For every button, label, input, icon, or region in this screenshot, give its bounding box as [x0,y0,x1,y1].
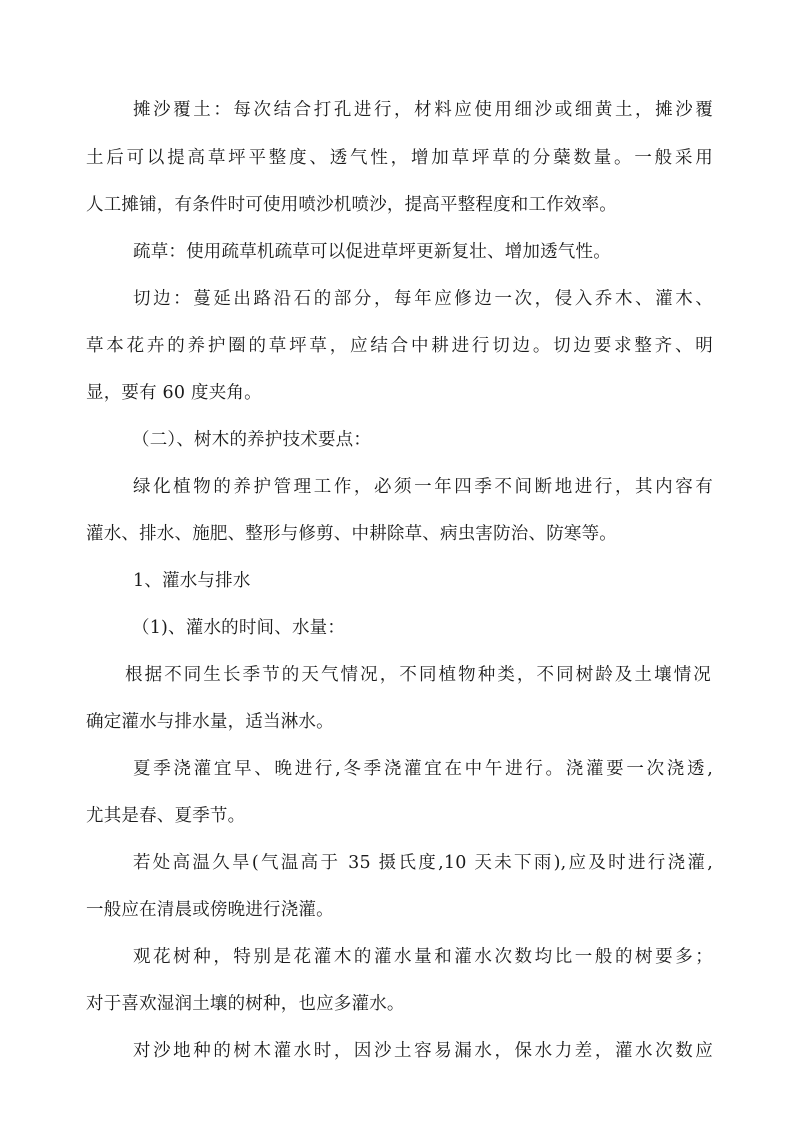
paragraph-line: 对沙地种的树木灌水时，因沙土容易漏水，保水力差，灌水次数应 [133,1041,713,1061]
paragraph-line: 确定灌水与排水量，适当淋水。 [86,712,334,732]
paragraph-line: 夏季浇灌宜早、晚进行,冬季浇灌宜在中午进行。浇灌要一次浇透, [133,759,713,779]
paragraph-line: 切边：蔓延出路沿石的部分，每年应修边一次，侵入乔木、灌木、 [133,289,713,309]
paragraph-line: 摊沙覆土：每次结合打孔进行，材料应使用细沙或细黄土，摊沙覆 [133,100,713,120]
paragraph-line: 灌水、排水、施肥、整形与修剪、中耕除草、病虫害防治、防寒等。 [86,524,617,544]
paragraph-line: 根据不同生长季节的天气情况，不同植物种类，不同树龄及土壤情况 [125,665,711,685]
paragraph-line: 绿化植物的养护管理工作，必须一年四季不间断地进行，其内容有 [133,477,713,497]
paragraph-line: 显，要有 60 度夹角。 [86,383,262,403]
paragraph-line: 人工摊铺，有条件时可使用喷沙机喷沙，提高平整程度和工作效率。 [86,195,617,215]
paragraph-line: 尤其是春、夏季节。 [86,806,246,826]
paragraph-line: 若处高温久旱(气温高于 35 摄氏度,10 天未下雨),应及时进行浇灌, [133,853,713,873]
paragraph-line: 观花树种，特别是花灌木的灌水量和灌水次数均比一般的树要多； [133,947,713,967]
subsection-heading: 1、灌水与排水 [133,571,251,591]
paragraph-line: 土后可以提高草坪平整度、透气性，增加草坪草的分蘖数量。一般采用 [86,148,713,168]
subsection-heading: （1)、灌水的时间、水量： [132,618,346,638]
section-heading: （二）、树木的养护技术要点： [132,430,372,450]
paragraph-line: 一般应在清晨或傍晚进行浇灌。 [86,900,334,920]
paragraph-line: 草本花卉的养护圈的草坪草，应结合中耕进行切边。切边要求整齐、明 [86,336,713,356]
paragraph-line: 疏草：使用疏草机疏草可以促进草坪更新复壮、增加透气性。 [133,242,611,262]
paragraph-line: 对于喜欢湿润土壤的树种，也应多灌水。 [86,994,405,1014]
